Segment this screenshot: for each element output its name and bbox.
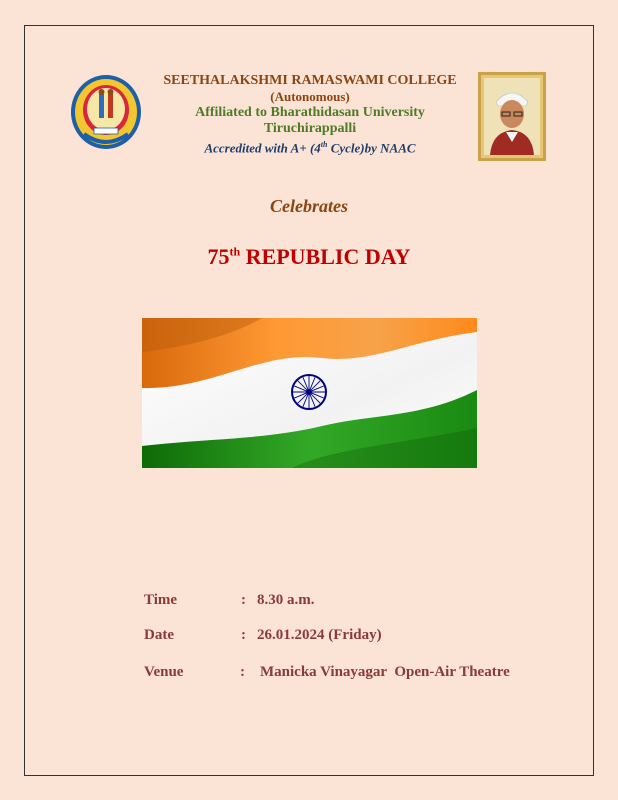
date-colon: : — [241, 627, 246, 643]
college-emblem-icon — [70, 74, 142, 150]
founder-portrait-icon — [478, 72, 546, 161]
celebrates-text: Celebrates — [270, 196, 348, 216]
time-label: Time — [144, 592, 178, 608]
college-status: (Autonomous) — [270, 89, 350, 104]
college-name: SEETHALAKSHMI RAMASWAMI COLLEGE — [163, 73, 457, 88]
city: Tiruchirappalli — [263, 121, 357, 136]
time-colon: : — [241, 592, 246, 608]
affiliation: Affiliated to Bharathidasan University — [195, 105, 425, 120]
accreditation: Accredited with A+ (4th Cycle)by NAAC — [204, 140, 416, 156]
venue-value: Manicka Vinayagar Open-Air Theatre — [260, 664, 510, 680]
event-title: 75th REPUBLIC DAY — [207, 244, 411, 269]
venue-colon: : — [240, 664, 245, 680]
indian-flag-icon — [142, 318, 477, 468]
date-label: Date — [144, 627, 174, 643]
ashoka-chakra-icon — [292, 375, 326, 409]
venue-label: Venue — [144, 664, 184, 680]
college-header — [150, 73, 470, 156]
date-value: 26.01.2024 (Friday) — [257, 627, 382, 643]
time-value: 8.30 a.m. — [257, 592, 315, 608]
